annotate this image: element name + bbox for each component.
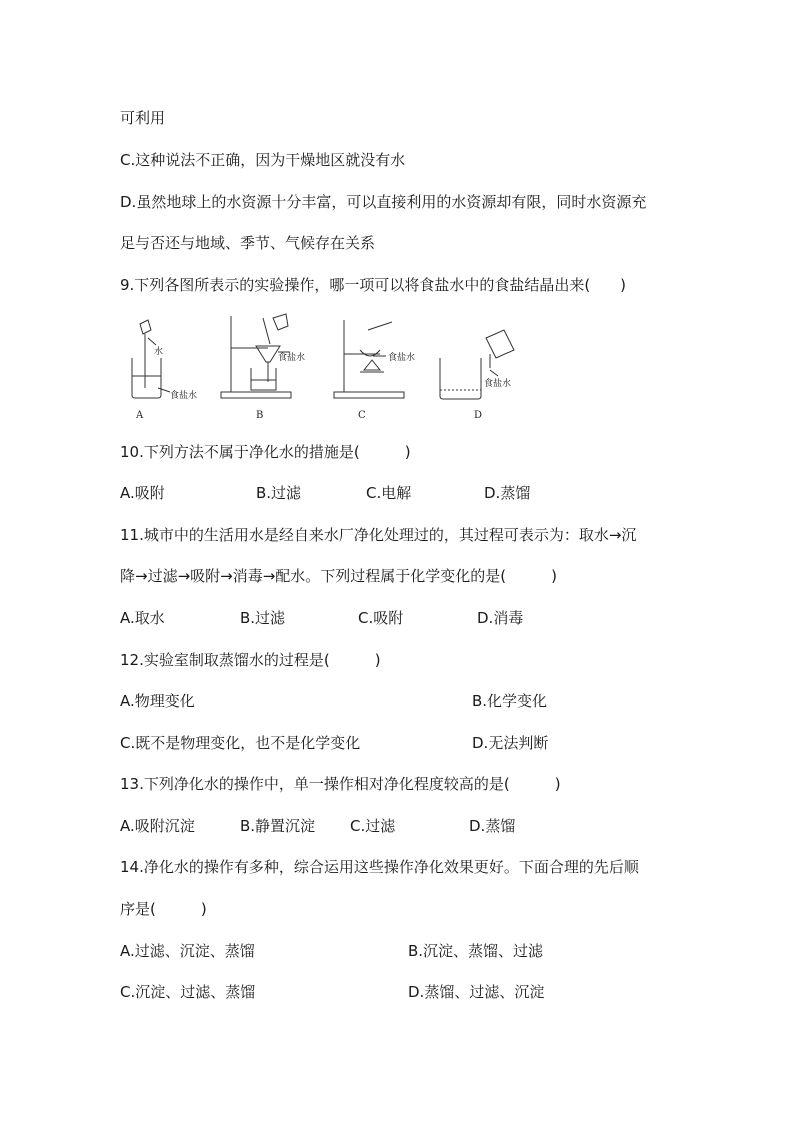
label-a-saltwater: 食盐水 [170,391,198,401]
q13-option-c: C.过滤 [350,817,396,835]
q13-option-d: D.蒸馏 [469,817,516,835]
q14-option-d: D.蒸馏、过滤、沉淀 [408,983,545,1001]
q9-experiment-figure [118,310,538,430]
label-figure-a: A [136,410,144,421]
label-figure-c: C [358,410,366,421]
q14-stem-line2: 序是( ) [120,900,207,918]
q12-option-d: D.无法判断 [472,734,549,752]
label-figure-d: D [474,410,483,421]
q8-option-c: C.这种说法不正确，因为干燥地区就没有水 [120,151,406,169]
q12-option-a: A.物理变化 [120,692,195,710]
q12-stem: 12.实验室制取蒸馏水的过程是( ) [120,651,381,669]
label-b-saltwater: 食盐水 [278,353,306,363]
q8-option-d: D.虽然地球上的水资源十分丰富，可以直接利用的水资源却有限，同时水资源充 [120,193,647,211]
q11-option-d: D.消毒 [477,609,524,627]
q8-continuation-line: 可利用 [120,109,166,127]
q10-option-b: B.过滤 [256,484,302,502]
q14-stem-line1: 14.净化水的操作有多种，综合运用这些操作净化效果更好。下面合理的先后顺 [120,858,639,876]
q14-option-b: B.沉淀、蒸馏、过滤 [408,942,544,960]
q10-stem: 10.下列方法不属于净化水的措施是( ) [120,443,411,461]
q8-option-d-continued: 足与否还与地域、季节、气候存在关系 [120,234,376,252]
q11-option-b: B.过滤 [240,609,286,627]
q13-stem: 13.下列净化水的操作中，单一操作相对净化程度较高的是( ) [120,775,561,793]
q13-option-a: A.吸附沉淀 [120,817,195,835]
q12-option-b: B.化学变化 [472,692,548,710]
q13-option-b: B.静置沉淀 [240,817,316,835]
q11-option-c: C.吸附 [358,609,404,627]
q11-stem-line1: 11.城市中的生活用水是经自来水厂净化处理过的，其过程可表示为：取水→沉 [120,526,637,544]
q10-option-a: A.吸附 [120,484,165,502]
label-c-saltwater: 食盐水 [388,353,416,363]
q9-figure-svg [118,310,538,430]
figure-a-beaker [132,320,170,398]
q11-option-a: A.取水 [120,609,165,627]
label-figure-b: B [256,410,264,421]
label-d-saltwater: 食盐水 [484,379,512,389]
q14-option-a: A.过滤、沉淀、蒸馏 [120,942,255,960]
q10-option-c: C.电解 [366,484,412,502]
q10-option-d: D.蒸馏 [484,484,531,502]
q14-option-c: C.沉淀、过滤、蒸馏 [120,983,256,1001]
q12-option-c: C.既不是物理变化，也不是化学变化 [120,734,361,752]
label-water: 水 [154,347,164,357]
q9-stem: 9.下列各图所表示的实验操作，哪一项可以将食盐水中的食盐结晶出来( ) [120,276,627,294]
q11-stem-line2: 降→过滤→吸附→消毒→配水。下列过程属于化学变化的是( ) [120,567,557,585]
